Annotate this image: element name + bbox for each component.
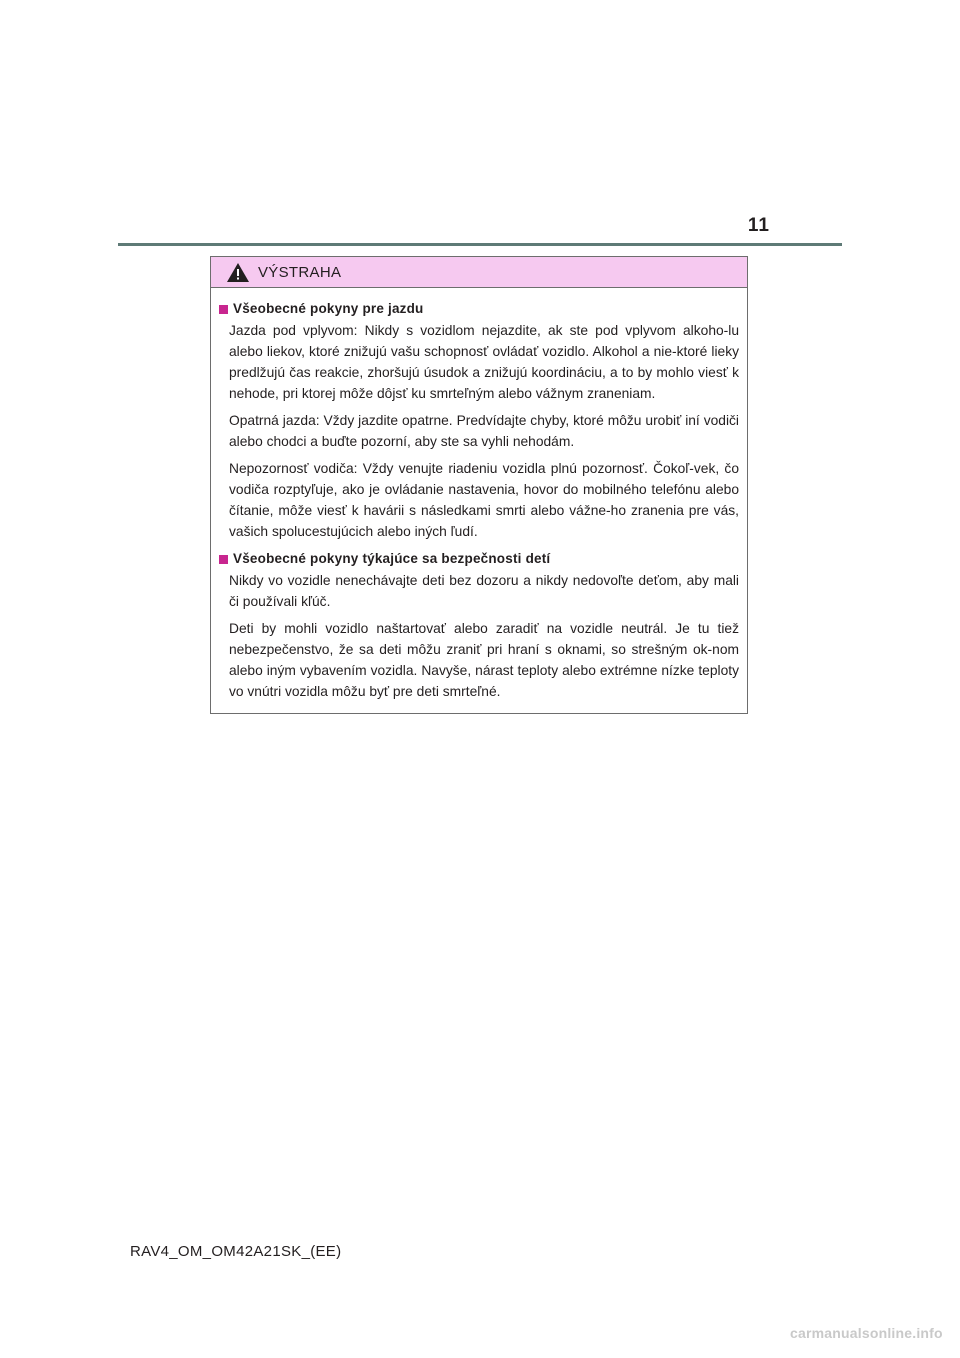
warning-triangle-icon (227, 263, 249, 282)
paragraph-influence: Jazda pod vplyvom: Nikdy s vozidlom nejazdite, ak ste pod vplyvom alkoho-lu alebo liekov, ktoré znižujú vašu schopnosť ovládať vozidlo. Alkohol a nie-ktoré lieky predlžujú čas reakcie, zhoršujú úsudok a znižujú koordináciu, a to by mohlo viesť k nehode, pri ktorej môže dôjsť ku smrteľným alebo vážnym zraneniam. (229, 323, 739, 401)
section-heading-text: Všeobecné pokyny týkajúce sa bezpečnosti detí (233, 551, 551, 566)
footer-manual-code: RAV4_OM_OM42A21SK_(EE) (130, 1243, 342, 1260)
warning-title: VÝSTRAHA (258, 263, 342, 281)
paragraph-driver-attention: Nepozornosť vodiča: Vždy venujte riadeniu vozidla plnú pozornosť. Čokoľ-vek, čo vodiča rozptyľuje, ako je ovládanie nastavenia, hovor do mobilného telefónu alebo čítanie, môže viesť k havárii s následkami smrti alebo vážne-ho zranenia pre vás, vašich spolucestujúcich alebo iných ľudí. (229, 461, 739, 539)
square-bullet-icon (219, 305, 228, 314)
paragraph-child-dangers: Deti by mohli vozidlo naštartovať alebo zaradiť na vozidle neutrál. Je tu tiež nebezpečenstvo, že sa deti môžu zraniť pri hraní s oknami, so strešným ok-nom alebo iným vybavením vozidla. Navyše, nárast teploty alebo extrémne nízke teploty vo vnútri vozidla môžu byť pre deti smrteľné. (229, 621, 739, 699)
page-number: 11 (747, 215, 770, 236)
section-heading-driving (219, 298, 739, 320)
square-bullet-icon (219, 555, 228, 564)
header-rule (118, 243, 842, 246)
watermark: carmanualsonline.info (790, 1325, 943, 1341)
warning-box (210, 256, 748, 714)
section-heading-text: Všeobecné pokyny pre jazdu (233, 301, 424, 316)
paragraph-careful-driving: Opatrná jazda: Vždy jazdite opatrne. Predvídajte chyby, ktoré môžu urobiť iní vodiči alebo chodci a buďte pozorní, aby ste sa vyhli nehodám. (229, 413, 739, 449)
warning-header (211, 257, 747, 288)
warning-body (211, 288, 747, 702)
section-heading-child-safety (219, 548, 739, 570)
paragraph-unattended-children: Nikdy vo vozidle nenechávajte deti bez dozoru a nikdy nedovoľte deťom, aby mali či používali kľúč. (229, 573, 739, 609)
